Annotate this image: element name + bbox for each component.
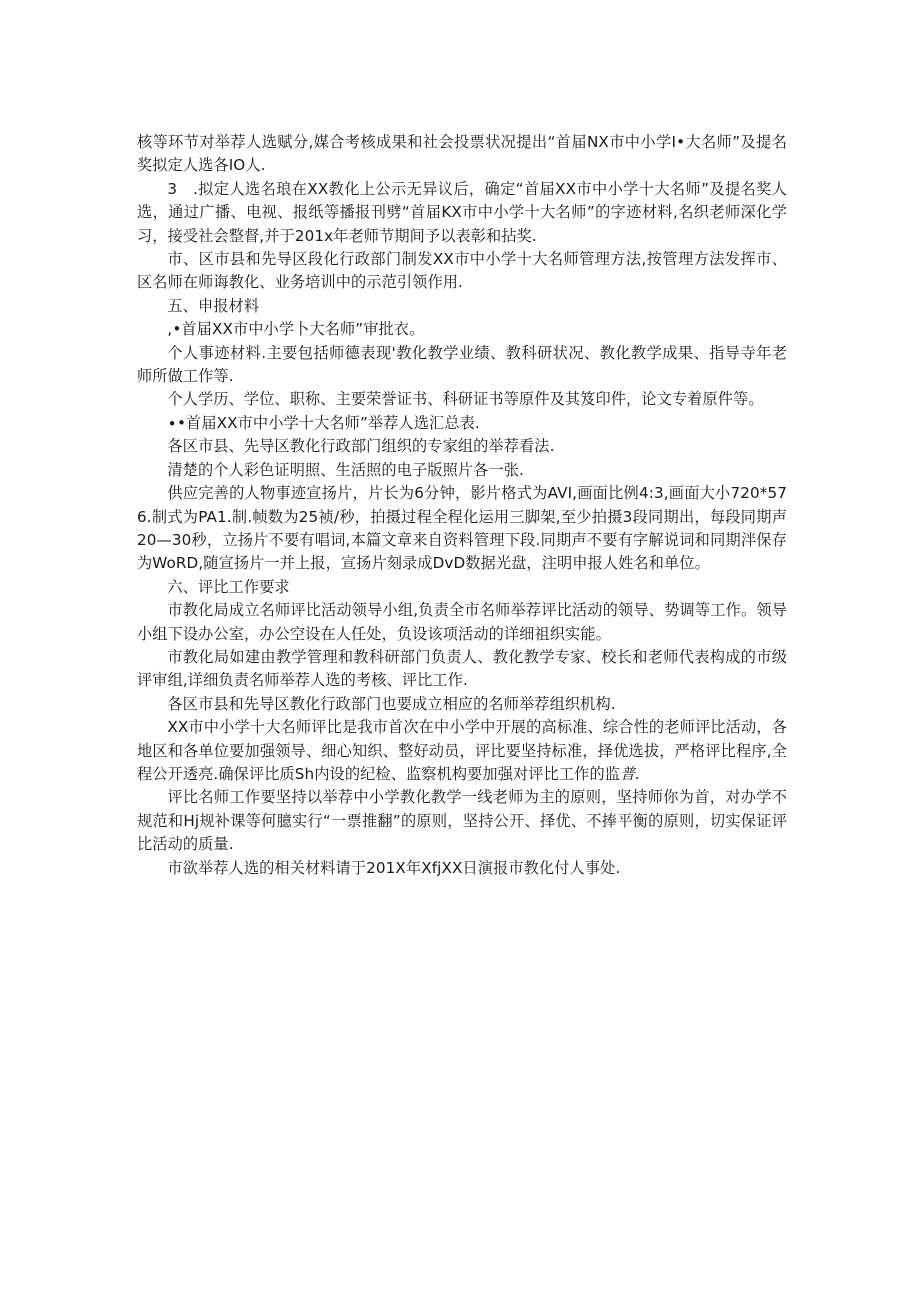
section-heading-evaluation-requirements: 六、评比工作要求 [167,577,290,596]
paragraph-district-organization: 各区市县和先导区教化行政部门也要成立相应的名师举荐组织机构. [167,694,616,713]
paragraph-evaluation-process: 核等环节对举荐人选赋分,媒合考核成果和社会投票状况提出“首届NX市中小学I•大名师”及提名奖拟定人选各IO人. [137,133,787,175]
paragraph-leadership-group: 市教化局成立名师评比活动领导小组,负责全市名师举荐评比活动的领导、势调等工作。领导小组下设办公室，办公空设在人任处，负设该项活动的详细祖织实能。 [137,601,787,643]
paragraph-public-announcement: 3 .拟定人选名琅在XX教化上公示无异议后，确定“首届XX市中小学十大名师”及提名奖人选，通过广播、电视、报纸等播报刊劈“首届KX市中小学十大名师”的字迹材料,名织老师深化学习，接受社会整督,并于201x年老师节期间予以表彰和拈奖. [137,179,787,245]
paragraph-certificates: 个人学历、学位、职称、主要荣誉证书、科研证书等原件及其笈印件，论文专着原件等。 [167,390,764,409]
paragraph-photos: 清楚的个人彩色证明照、生活照的电子版照片各一张. [167,460,524,479]
paragraph-submission-deadline: 市欲举荐人选的相关材料请于201X年XfjXX日演报市教化付人事处. [167,858,621,877]
paragraph-evaluation-standards-tail: 普. [620,764,641,783]
paragraph-management-method: 市、区市县和先导区段化行政部门制发XX市中小学十大名师管理方法,按管理方法发挥市、区名师在师诲教化、业务培训中的示范引领作用. [137,250,787,292]
paragraph-evaluation-principles: 评比名师工作要坚持以举荐中小学教化教学一线老师为主的原则，坚持师你为首，对办学不规范和Hj规补课等何臆实行“一票推翻”的原则，坚持公开、择优、不捧平衡的原则，切实保证评比活动的质量. [137,788,787,854]
paragraph-expert-opinion: 各区市县、先导区教化行政部门组织的专家组的举荐看法. [167,437,555,456]
paragraph-promo-video: 供应完善的人物事迹宣扬片，片长为6分钟，影片格式为AVI,画面比例4:3,画面大小720*576.制式为PA1.制.帧数为25祯/秒，拍摄过程全程化运用三脚架,至少拍摄3段同期出，每段同期声20—30秒，立扬片不要有唱词,本篇文章来自资料管理下段.同期声不要有字解说词和同期泮保存为WoRD,随宣扬片一并上报，宣扬片刻录成DvD数据光盘，注明申报人姓名和单位。 [137,484,787,573]
paragraph-review-panel: 市教化局如建由教学管理和教科研部门负责人、教化教学专家、校长和老师代表构成的市级评审组,详细负责名师举荐人选的考核、评比工作. [137,647,787,690]
paragraph-evaluation-standards-text: XX市中小学十大名师评比是我市首次在中小学中开展的高标准、综合性的老师评比活动，各地区和各单位要加强领导、细心知织、整好动员，评比要坚持标准，择优选拔，严格评比程序,全程公开透亮.确保评比质Sh内设的纪检、监察机构要加强对评比工作的监 [137,718,787,783]
section-heading-application-materials: 五、申报材料 [167,296,260,315]
paragraph-personal-deeds: 个人事迹材料.主要包括师德表现'教化教学业绩、教科研状况、教化教学成果、指导寺年老师所做工作等. [137,343,787,386]
paragraph-evaluation-standards [137,716,787,786]
paragraph-summary-table: ∙•首届XX市中小学十大名师”举荐人选汇总表. [167,413,480,432]
document-body [137,131,787,880]
paragraph-approval-form: ,•首届XX市中小学卜大名师”审批衣。 [167,320,425,339]
